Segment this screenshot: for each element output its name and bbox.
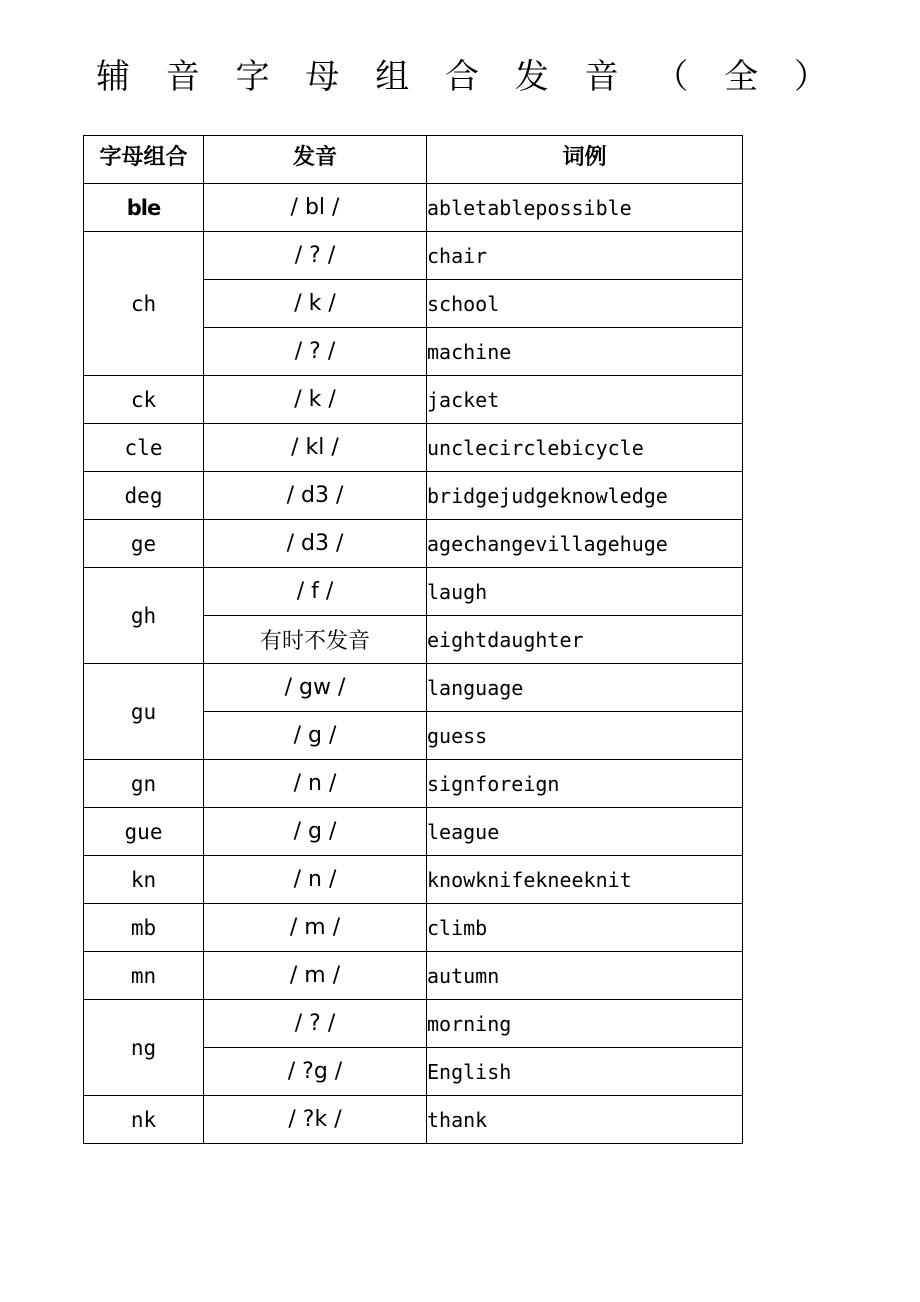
example-cell: jacket [427, 376, 743, 424]
title-char: 辅 [96, 57, 130, 97]
example-cell: unclecirclebicycle [427, 424, 743, 472]
combo-cell: mb [84, 904, 204, 952]
example-cell: bridgejudgeknowledge [427, 472, 743, 520]
title-char: 音 [165, 57, 200, 97]
table-row [84, 376, 743, 424]
sound-cell: / k / [204, 280, 427, 328]
title-char: 母 [305, 57, 340, 97]
combo-cell: nk [84, 1096, 204, 1144]
combo-cell: ck [84, 376, 204, 424]
header-combo: 字母组合 [84, 136, 204, 184]
title-char: 全 [724, 57, 759, 97]
example-cell: abletablepossible [427, 184, 743, 232]
table-row [84, 664, 743, 712]
combo-cell: gu [84, 664, 204, 760]
table-row [84, 760, 743, 808]
table-row [84, 808, 743, 856]
sound-cell: / ? / [204, 328, 427, 376]
example-cell: morning [427, 1000, 743, 1048]
sound-cell: / g / [204, 712, 427, 760]
sound-cell: / k / [204, 376, 427, 424]
example-cell: autumn [427, 952, 743, 1000]
combo-cell: gh [84, 568, 204, 664]
header-example: 词例 [427, 136, 743, 184]
table-row [84, 856, 743, 904]
table-row [84, 232, 743, 280]
sound-cell: / gw / [204, 664, 427, 712]
example-cell: laugh [427, 568, 743, 616]
example-cell: eightdaughter [427, 616, 743, 664]
combo-cell: ble [84, 184, 204, 232]
combo-cell: kn [84, 856, 204, 904]
table-row [84, 952, 743, 1000]
table-header-row [84, 136, 743, 184]
sound-cell: / d3 / [204, 520, 427, 568]
sound-cell: / d3 / [204, 472, 427, 520]
title-char: 音 [584, 57, 619, 97]
sound-cell: / bl / [204, 184, 427, 232]
sound-cell: / kl / [204, 424, 427, 472]
combo-cell: ge [84, 520, 204, 568]
example-cell: climb [427, 904, 743, 952]
title-char: 合 [444, 57, 479, 97]
combo-cell: gue [84, 808, 204, 856]
sound-cell: / ?g / [204, 1048, 427, 1096]
sound-cell: / ? / [204, 232, 427, 280]
combo-cell: ch [84, 232, 204, 376]
sound-cell: / m / [204, 952, 427, 1000]
example-cell: guess [427, 712, 743, 760]
example-cell: English [427, 1048, 743, 1096]
table-row [84, 424, 743, 472]
sound-cell: / ?k / [204, 1096, 427, 1144]
example-cell: agechangevillagehuge [427, 520, 743, 568]
table-row [84, 520, 743, 568]
example-cell: chair [427, 232, 743, 280]
sound-cell: / m / [204, 904, 427, 952]
table-row [84, 472, 743, 520]
title-char: 发 [514, 57, 549, 97]
example-cell: knowknifekneeknit [427, 856, 743, 904]
title-char: 字 [235, 57, 270, 97]
page-title [92, 52, 832, 102]
sound-cell: 有时不发音 [204, 616, 427, 664]
combo-cell: deg [84, 472, 204, 520]
example-cell: machine [427, 328, 743, 376]
title-char: （ [654, 57, 689, 97]
table-row [84, 1000, 743, 1048]
combo-cell: gn [84, 760, 204, 808]
example-cell: signforeign [427, 760, 743, 808]
title-char: ） [793, 57, 828, 97]
sound-cell: / ? / [204, 1000, 427, 1048]
sound-cell: / n / [204, 856, 427, 904]
title-char: 组 [375, 57, 410, 97]
combo-cell: ng [84, 1000, 204, 1096]
table-row [84, 184, 743, 232]
example-cell: league [427, 808, 743, 856]
example-cell: school [427, 280, 743, 328]
example-cell: thank [427, 1096, 743, 1144]
combo-cell: mn [84, 952, 204, 1000]
phonics-table [83, 135, 743, 1144]
sound-cell: / f / [204, 568, 427, 616]
header-sound: 发音 [204, 136, 427, 184]
table-row [84, 568, 743, 616]
example-cell: language [427, 664, 743, 712]
sound-cell: / n / [204, 760, 427, 808]
sound-cell: / g / [204, 808, 427, 856]
combo-cell: cle [84, 424, 204, 472]
table-row [84, 1096, 743, 1144]
table-row [84, 904, 743, 952]
